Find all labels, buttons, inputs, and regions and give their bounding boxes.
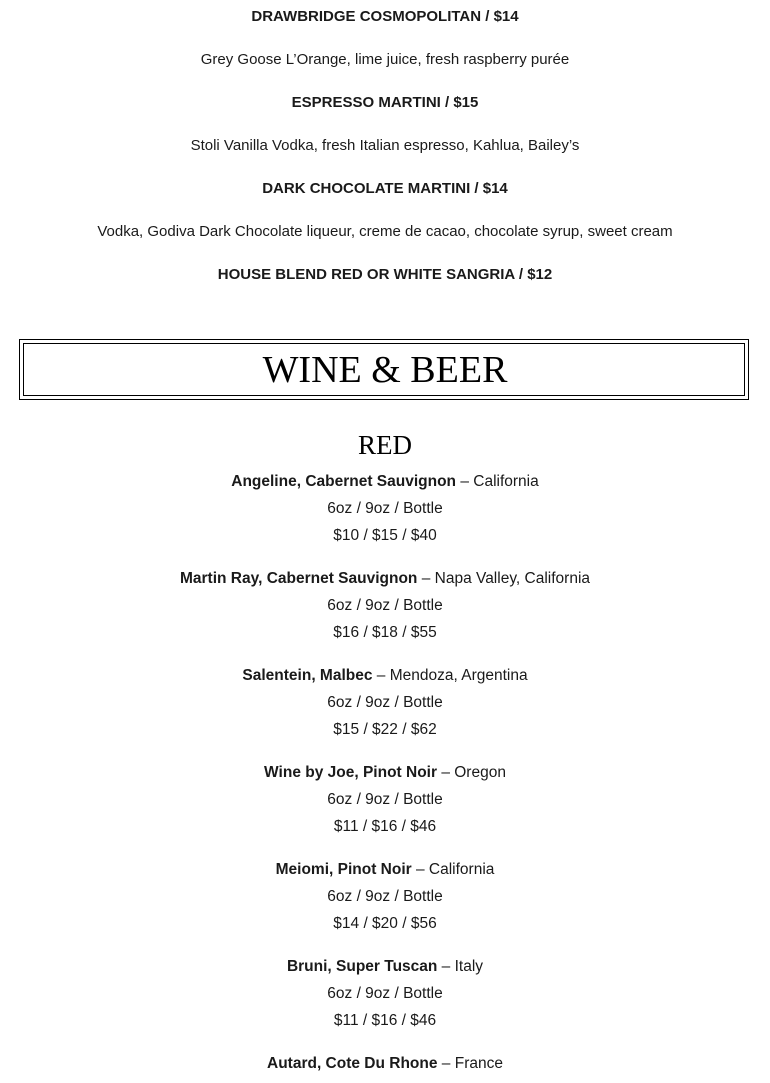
wine-prices: $10 / $15 / $40 <box>333 527 437 544</box>
wine-origin: – Mendoza, Argentina <box>372 667 528 684</box>
cocktail-description: Vodka, Godiva Dark Chocolate liqueur, creme de cacao, chocolate syrup, sweet cream <box>97 223 673 240</box>
wine-name: Martin Ray, Cabernet Sauvignon <box>179 570 418 587</box>
cocktail-name: DRAWBRIDGE COSMOPOLITAN / $14 <box>251 8 519 25</box>
cocktail-name: ESPRESSO MARTINI / $15 <box>291 94 479 111</box>
wine-title-line <box>0 1054 770 1074</box>
wine-origin: – Napa Valley, California <box>417 570 591 587</box>
wine-name: Bruni, Super Tuscan <box>286 958 438 975</box>
section-title: WINE & BEER <box>262 349 508 391</box>
wine-name: Salentein, Malbec <box>242 667 373 684</box>
cocktail-description: Stoli Vanilla Vodka, fresh Italian espresso, Kahlua, Bailey’s <box>190 137 580 154</box>
wine-origin: – Oregon <box>437 764 506 781</box>
wine-sizes: 6oz / 9oz / Bottle <box>327 500 443 517</box>
wine-title-line <box>0 763 770 783</box>
wine-title-line <box>0 666 770 686</box>
wine-origin: – France <box>437 1055 503 1072</box>
subsection-title: RED <box>358 430 412 460</box>
cocktail-name: HOUSE BLEND RED OR WHITE SANGRIA / $12 <box>217 266 553 283</box>
wine-origin: – Italy <box>437 958 484 975</box>
wine-prices: $14 / $20 / $56 <box>333 915 437 932</box>
wine-prices: $11 / $16 / $46 <box>333 818 437 835</box>
wine-name: Autard, Cote Du Rhone <box>267 1055 438 1072</box>
wine-sizes: 6oz / 9oz / Bottle <box>327 694 443 711</box>
wine-prices: $16 / $18 / $55 <box>333 624 437 641</box>
wine-sizes: 6oz / 9oz / Bottle <box>327 597 443 614</box>
wine-origin: – California <box>411 861 495 878</box>
cocktail-description: Grey Goose L’Orange, lime juice, fresh raspberry purée <box>200 51 570 68</box>
wine-title-line <box>0 569 770 589</box>
wine-origin: – California <box>456 473 539 490</box>
wine-title-line <box>0 860 770 880</box>
wine-title-line <box>0 472 770 492</box>
wine-name: Angeline, Cabernet Sauvignon <box>231 473 457 490</box>
cocktail-name: DARK CHOCOLATE MARTINI / $14 <box>262 180 508 197</box>
wine-sizes: 6oz / 9oz / Bottle <box>327 888 443 905</box>
wine-prices: $11 / $16 / $46 <box>333 1012 437 1029</box>
wine-sizes: 6oz / 9oz / Bottle <box>327 791 443 808</box>
wine-name: Meiomi, Pinot Noir <box>275 861 412 878</box>
wine-name: Wine by Joe, Pinot Noir <box>264 764 438 781</box>
wine-prices: $15 / $22 / $62 <box>333 721 437 738</box>
wine-sizes: 6oz / 9oz / Bottle <box>327 985 443 1002</box>
wine-title-line <box>0 957 770 977</box>
